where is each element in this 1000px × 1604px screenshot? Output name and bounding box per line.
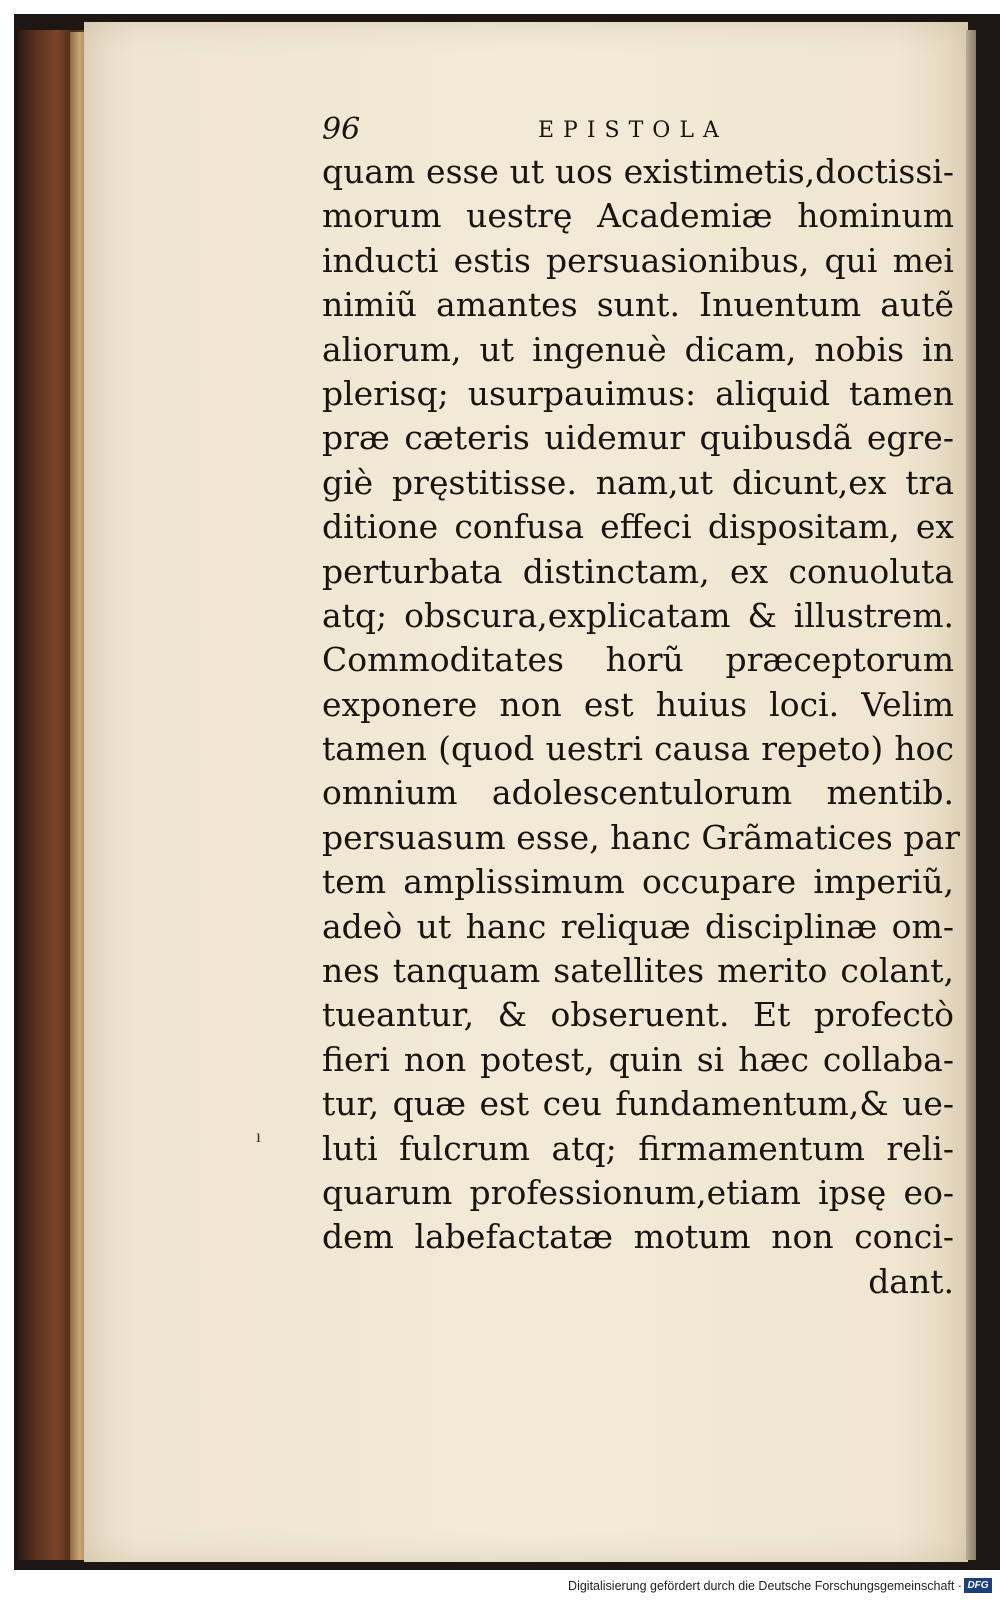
text-line: dem labefactatæ motum non conci- bbox=[322, 1217, 954, 1257]
text-line: tamen (quod uestri causa repeto) hoc bbox=[322, 729, 954, 769]
text-line: perturbata distinctam, ex conuoluta bbox=[322, 551, 954, 591]
running-head bbox=[240, 112, 880, 152]
page-number: 96 bbox=[322, 112, 361, 147]
text-line: adeò ut hanc reliquæ disciplinæ om- bbox=[322, 906, 954, 946]
text-line: morum uestrę Academiæ hominum bbox=[322, 196, 954, 236]
page-fore-edge bbox=[966, 30, 976, 1560]
text-line: quarum professionum,etiam ipsę eo- bbox=[322, 1172, 954, 1212]
text-line: Commoditates horũ præceptorum bbox=[322, 640, 954, 680]
text-line: tur, quæ est ceu fundamentum,& ue- bbox=[322, 1084, 954, 1124]
text-line: omnium adolescentulorum mentib. bbox=[322, 773, 954, 813]
text-line: luti fulcrum atq; firmamentum reli- bbox=[322, 1128, 954, 1168]
digitization-credit: Digitalisierung gefördert durch die Deutsche Forschungsgemeinschaft · bbox=[568, 1579, 962, 1593]
text-line: inducti estis persuasionibus, qui mei bbox=[322, 240, 954, 280]
text-line: plerisq; usurpauimus: aliquid tamen bbox=[322, 373, 954, 413]
text-line: nes tanquam satellites merito colant, bbox=[322, 951, 954, 991]
text-line: tueantur, & obseruent. Et profectò bbox=[322, 995, 954, 1035]
text-line: ditione confusa effeci dispositam, ex bbox=[322, 507, 954, 547]
text-line: præ cæteris uidemur quibusdã egre- bbox=[322, 418, 954, 458]
text-line: nimiũ amantes sunt. Inuentum autẽ bbox=[322, 285, 954, 325]
text-line: giè pręstitisse. nam,ut dicunt,ex tra bbox=[322, 462, 954, 502]
text-line: quam esse ut uos existimetis,doctissi- bbox=[322, 152, 954, 191]
margin-mark: ı bbox=[256, 1126, 262, 1146]
text-line: tem amplissimum occupare imperiũ, bbox=[322, 862, 954, 902]
text-line: atq; obscura,explicatam & illustrem. bbox=[322, 595, 954, 635]
text-line: persuasum esse, hanc Grãmatices par bbox=[322, 817, 960, 857]
text-line: dant. bbox=[868, 1261, 954, 1301]
running-head-title: EPISTOLA bbox=[538, 118, 728, 143]
body-text bbox=[322, 150, 960, 1304]
text-line: exponere non est huius loci. Velim bbox=[322, 684, 954, 724]
text-line: aliorum, ut ingenuè dicam, nobis in bbox=[322, 329, 954, 369]
text-line: fieri non potest, quin si hæc collaba- bbox=[322, 1039, 954, 1079]
dfg-logo: DFG bbox=[964, 1578, 992, 1593]
